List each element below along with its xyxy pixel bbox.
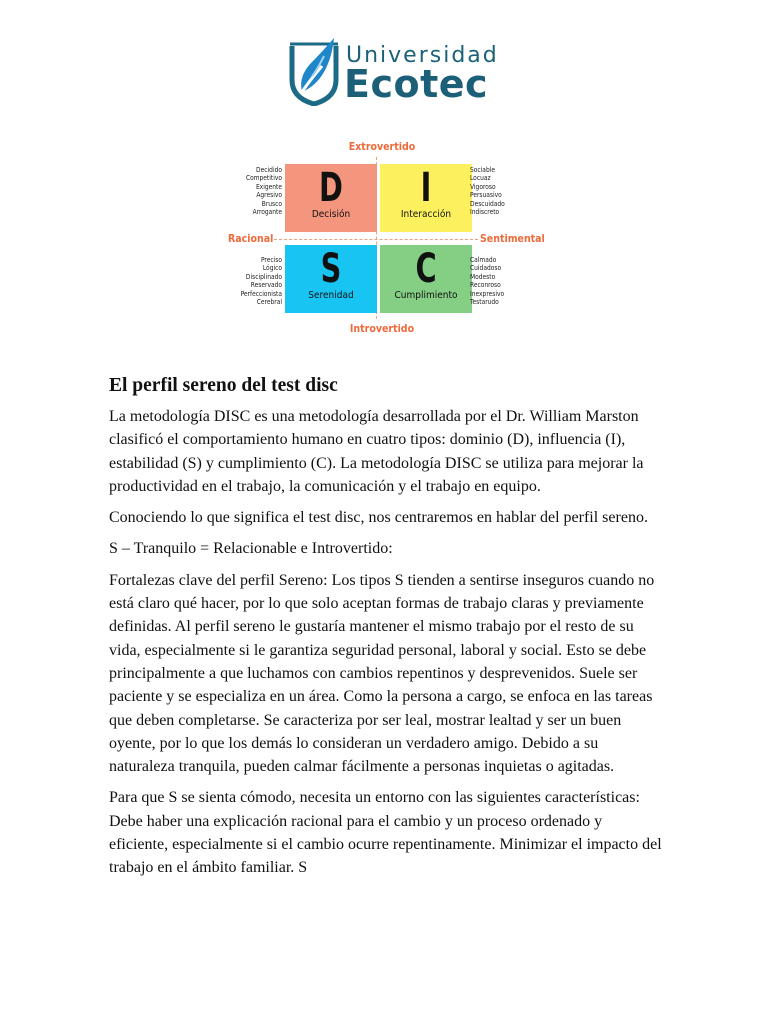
paragraph-environment: Para que S se sienta cómodo, necesita un entorno con las siguientes características: Debe haber una explicación racional para el cambio y un proceso ordenado y eficiente, especialmente si el cambio ocurre repentinamente. Minimizar el impacto del trabajo en el ámbito familiar. S	[109, 789, 662, 877]
article-body	[109, 374, 664, 888]
trait-word: Decidido	[256, 166, 282, 174]
trait-word: Brusco	[261, 199, 282, 208]
trait-word: Sociable	[470, 166, 496, 174]
quadrant-name: Interacción	[400, 209, 452, 220]
quadrant-name: Decisión	[311, 209, 351, 220]
trait-word: Modesto	[470, 272, 496, 281]
logo-wordmark-bottom: Ecotec	[344, 62, 489, 106]
trait-word: Exigente	[255, 182, 282, 191]
paragraph-strengths: Fortalezas clave del perfil Sereno: Los tipos S tienden a sentirse inseguros cuando no está claro qué hacer, por lo que solo aceptan formas de trabajo claras y previamente definidas. Al perfil sereno le gustaría mantener el mismo trabajo por el resto de su vida, especialmente si le garantiza seguridad personal, laboral y social. Esto se debe principalmente a que luchamos con cambios repentinos y desprevenidos. Suele ser paciente y se especializa en un área. Como la persona a cargo, se enfoca en las tareas que deben completarse. Se caracteriza por ser leal, mostrar lealtad y ser un buen oyente, por lo que los demás lo consideran un verdadero amigo. Debido a su naturaleza tranquila, pueden calmar fácilmente a personas inquietas o agitadas.	[109, 571, 655, 776]
trait-word: Persuasivo	[470, 191, 502, 200]
trait-word: Indiscreto	[470, 208, 500, 217]
trait-word: Cuidadoso	[470, 264, 502, 273]
trait-word: Agresivo	[256, 191, 282, 200]
trait-list-s	[241, 256, 282, 306]
trait-word: Descuidado	[470, 199, 505, 208]
axis-label-top: Extrovertido	[348, 141, 416, 153]
quadrant-name: Cumplimiento	[394, 290, 458, 301]
trait-word: Testarudo	[470, 298, 499, 307]
axis-label-left: Racional	[228, 233, 274, 245]
quadrant-i	[380, 164, 472, 232]
trait-word: Disciplinado	[245, 272, 282, 281]
quadrant-d	[285, 164, 377, 232]
trait-word: Calmado	[470, 256, 497, 264]
trait-word: Preciso	[260, 256, 282, 264]
trait-word: Cerebral	[256, 298, 282, 307]
trait-word: Lógico	[262, 264, 282, 273]
article-title: El perfil sereno del test disc	[109, 375, 338, 396]
quadrant-letter: D	[319, 165, 343, 211]
trait-list-c	[470, 256, 504, 306]
trait-word: Reservado	[250, 281, 282, 290]
quadrant-letter: I	[420, 165, 432, 211]
ecotec-emblem-icon	[288, 36, 340, 106]
trait-word: Reconroso	[470, 281, 501, 290]
trait-word: Perfeccionista	[240, 289, 282, 298]
trait-word: Competitivo	[245, 174, 282, 183]
disc-model-diagram	[222, 135, 552, 345]
paragraph-intro: La metodología DISC es una metodología desarrollada por el Dr. William Marston clasificó el comportamiento humano en cuatro tipos: dominio (D), influencia (I), estabilidad (S) y cumplimiento (C). La metodología DISC se utiliza para mejorar la productividad en el trabajo, la comunicación y el trabajo en equipo.	[109, 408, 644, 495]
logo-wordmark-top: Universidad	[346, 43, 499, 68]
paragraph-s-definition: S – Tranquilo = Relacionable e Introvertido:	[109, 540, 393, 558]
trait-word: Locuaz	[470, 174, 491, 183]
quadrant-c	[380, 245, 472, 313]
axis-label-right: Sentimental	[480, 233, 545, 245]
quadrant-name: Serenidad	[308, 290, 354, 301]
paragraph-focus: Conociendo lo que significa el test disc, nos centraremos en hablar del perfil sereno.	[109, 509, 648, 527]
university-logo	[0, 0, 768, 120]
trait-list-d	[246, 166, 282, 216]
trait-word: Arrogante	[252, 208, 282, 217]
quadrant-s	[285, 245, 377, 313]
trait-list-i	[470, 166, 505, 216]
quadrant-letter: C	[415, 246, 437, 292]
trait-word: Vigoroso	[470, 182, 496, 191]
trait-word: Inexpresivo	[470, 289, 505, 298]
axis-label-bottom: Introvertido	[349, 323, 415, 335]
quadrant-letter: S	[320, 246, 342, 292]
